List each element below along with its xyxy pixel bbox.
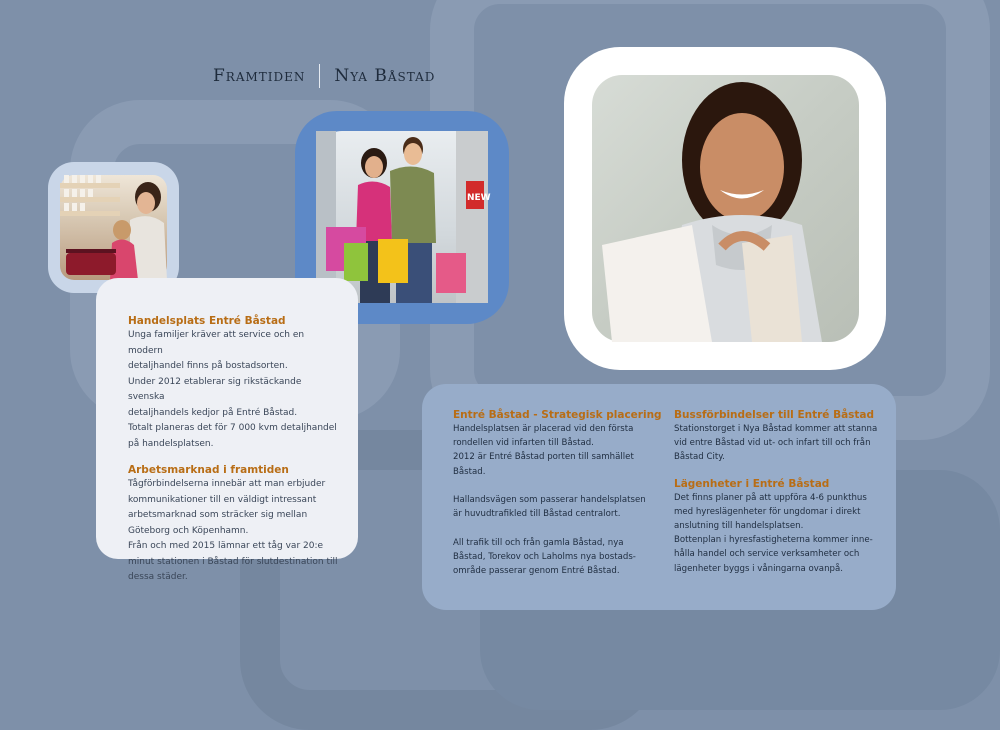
- paragraph-line: Under 2012 etablerar sig rikstäckande svenska: [128, 376, 302, 402]
- svg-text:NEW: NEW: [467, 193, 491, 203]
- paragraph-line: 2012 är Entré Båstad porten till samhället: [453, 452, 634, 463]
- paragraph-line: Det finns planer på att uppföra 4-6 punkthus: [674, 492, 867, 503]
- paragraph-line: rondellen vid infarten till Båstad.: [453, 438, 594, 449]
- paragraph-line: dessa städer.: [128, 572, 188, 582]
- paragraph-line: [453, 479, 663, 493]
- paragraph-line: Båstad.: [453, 466, 486, 477]
- paragraph-line: Båstad, Torekov och Laholms nya bostads-: [453, 551, 636, 562]
- heading-arbetsmarknad: Arbetsmarknad i framtiden: [128, 464, 289, 476]
- paragraph-line: anslutning till handelsplatsen.: [674, 521, 804, 532]
- paragraph-line: Hallandsvägen som passerar handelsplatsen: [453, 495, 646, 506]
- paragraph-line: Göteborg och Köpenhamn.: [128, 525, 249, 536]
- paragraph-line: vid entre Båstad vid ut- och infart till och från: [674, 438, 871, 449]
- location-info-card: [422, 384, 896, 610]
- paragraph-line: Från och med 2015 lämnar ett tåg var 20:e: [128, 541, 324, 551]
- family-shopping-photo: [60, 175, 167, 280]
- heading-lagenheter: Lägenheter i Entré Båstad: [674, 477, 830, 490]
- paragraph-line: är huvudtrafikled till Båstad centralort.: [453, 509, 621, 520]
- retail-info-card: [96, 278, 358, 582]
- paragraph-line: detaljhandel finns på bostadsorten.: [128, 361, 288, 371]
- paragraph-line: på handelsplatsen.: [128, 438, 214, 449]
- paragraph-line: med hyreslägenheter för ungdomar i direkt: [674, 506, 861, 517]
- paragraph-line: Unga familjer kräver att service och en modern: [128, 330, 305, 356]
- family-photo-frame: [48, 162, 179, 293]
- paragraph-line: Stationstorget i Nya Båstad kommer att stanna: [674, 424, 878, 434]
- paragraph-line: Handelsplatsen är placerad vid den första: [453, 424, 634, 434]
- heading-strategisk-placering: Entré Båstad - Strategisk placering: [453, 409, 662, 421]
- paragraph-line: arbetsmarknad som sträcker sig mellan: [128, 510, 308, 520]
- heading-bussforbindelser: Bussförbindelser till Entré Båstad: [674, 409, 875, 421]
- transport-housing-column: [674, 408, 886, 576]
- location-column: [453, 408, 663, 578]
- heading-handelsplats: Handelsplats Entré Båstad: [128, 315, 286, 327]
- document-header: [213, 64, 435, 88]
- paragraph-line: Tågförbindelserna innebär att man erbjuder: [128, 479, 326, 489]
- paragraph-line: kommunikationer till en väldigt intressant: [128, 494, 317, 505]
- paragraph-line: [453, 521, 663, 535]
- paragraph-line: Bottenplan i hyresfastigheterna kommer inne-: [674, 535, 873, 546]
- paragraph-line: Båstad City.: [674, 452, 725, 463]
- paragraph-line: minut stationen i Båstad för slutdestination till: [128, 556, 338, 567]
- woman-photo-frame: [564, 47, 886, 370]
- header-title-nya-bastad: Nya Båstad: [334, 66, 436, 86]
- paragraph-line: All trafik till och från gamla Båstad, nya: [453, 537, 624, 548]
- paragraph-line: hålla handel och service verksamheter och: [674, 549, 860, 560]
- paragraph-line: lägenheter byggs i våningarna ovanpå.: [674, 563, 843, 574]
- woman-shopping-photo: [592, 75, 859, 342]
- couple-shopping-photo: [316, 131, 491, 303]
- paragraph-line: Totalt planeras det för 7 000 kvm detaljhandel: [128, 423, 337, 433]
- paragraph-line: område passerar genom Entré Båstad.: [453, 566, 620, 577]
- header-divider: [319, 64, 320, 88]
- paragraph-line: detaljhandels kedjor på Entré Båstad.: [128, 407, 298, 418]
- header-title-framtiden: Framtiden: [213, 66, 306, 86]
